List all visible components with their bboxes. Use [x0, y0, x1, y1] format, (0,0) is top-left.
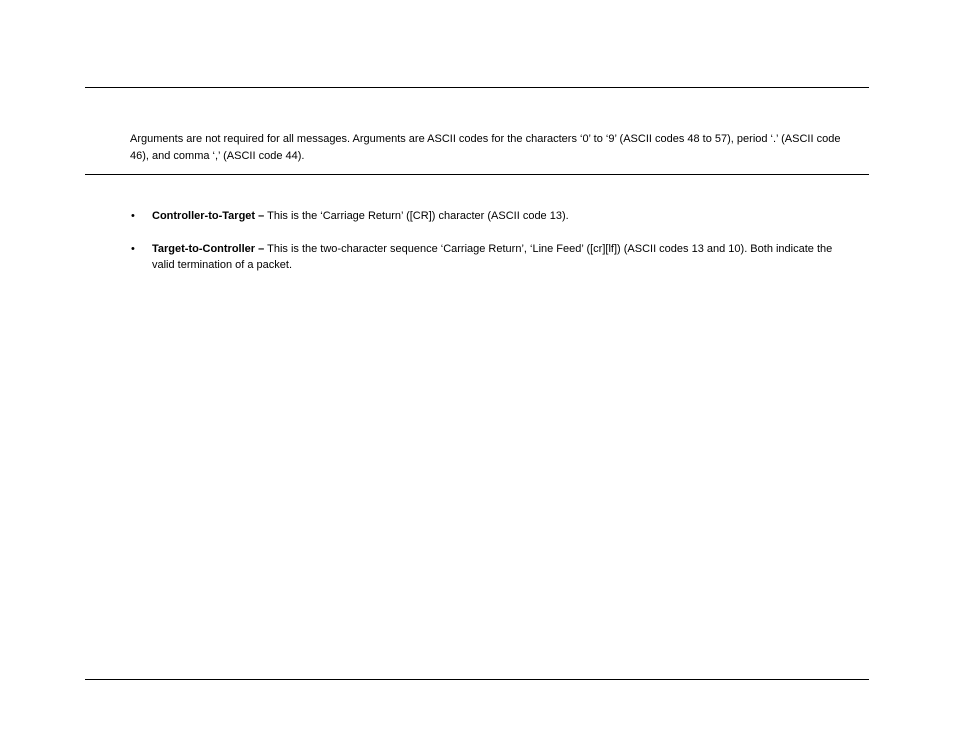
bullet-icon: •	[131, 210, 135, 222]
bullet-icon: •	[131, 243, 135, 255]
end-of-packet-list	[130, 208, 840, 290]
description-controller-to-target: This is the ‘Carriage Return’ ([CR]) character (ASCII code 13).	[264, 210, 569, 222]
header-divider	[85, 87, 869, 88]
list-item-controller-to-target	[130, 208, 840, 224]
list-item-target-to-controller	[130, 241, 840, 273]
footer-divider	[85, 679, 869, 680]
arguments-paragraph: Arguments are not required for all messages. Arguments are ASCII codes for the characters ‘0’ to ‘9’ (ASCII codes 48 to 57), period ‘.’ (ASCII code 46), and comma ‘,’ (ASCII code 44).	[130, 133, 841, 162]
term-target-to-controller: Target-to-Controller –	[152, 243, 265, 255]
description-target-to-controller: This is the two-character sequence ‘Carriage Return’, ‘Line Feed’ ([cr][lf]) (ASCII codes 13 and 10). Both indicate the valid termination of a packet.	[152, 243, 833, 271]
section-divider	[85, 174, 869, 175]
term-controller-to-target: Controller-to-Target –	[152, 210, 265, 222]
